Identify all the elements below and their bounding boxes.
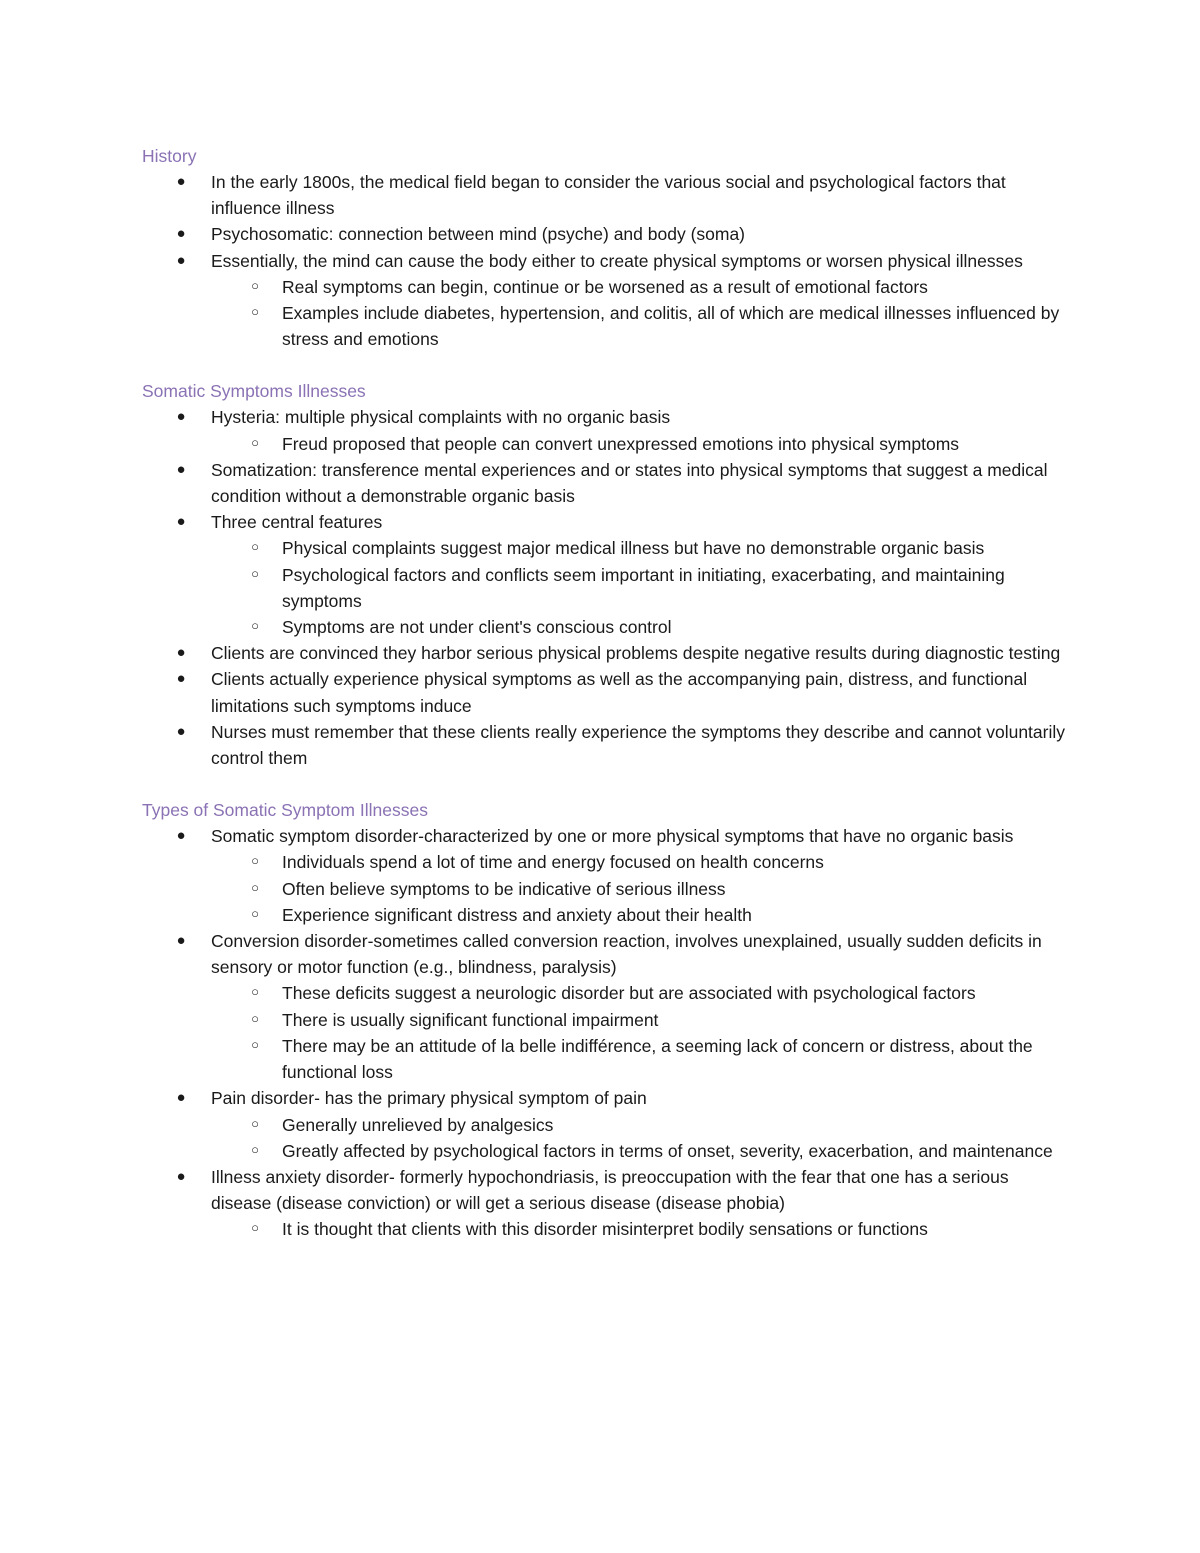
circle-bullet-icon: ○ [251, 434, 259, 450]
sub-list-item-text: Greatly affected by psychological factors in terms of onset, severity, exacerbation, and maintenance [282, 1140, 1053, 1161]
circle-bullet-icon: ○ [251, 618, 259, 634]
circle-bullet-icon: ○ [251, 1036, 259, 1052]
circle-bullet-icon: ○ [251, 879, 259, 895]
list-item-text: In the early 1800s, the medical field began to consider the various social and psychological factors that influence illness [211, 172, 1006, 219]
sub-list-item-text: Individuals spend a lot of time and energy focused on health concerns [282, 852, 824, 873]
sub-list-item [211, 535, 1067, 561]
bullet-icon: ● [176, 1167, 186, 1185]
sub-list [211, 980, 1067, 1085]
sub-list-item-text: Generally unrelieved by analgesics [282, 1114, 554, 1135]
list-item [142, 248, 1067, 353]
bullet-icon: ● [176, 1089, 186, 1107]
sub-list-item [211, 614, 1067, 640]
list-item [142, 509, 1067, 640]
sub-list-item-text: Freud proposed that people can convert unexpressed emotions into physical symptoms [282, 433, 960, 454]
sub-list-item [211, 431, 1067, 457]
sub-list-item-text: These deficits suggest a neurologic disorder but are associated with psychological factors [282, 983, 976, 1004]
list-item-text: Somatic symptom disorder-characterized by one or more physical symptoms that have no organic basis [211, 826, 1014, 847]
bullet-icon: ● [176, 173, 186, 190]
sub-list-item [211, 1033, 1067, 1085]
list-item [142, 1164, 1067, 1243]
circle-bullet-icon: ○ [251, 539, 259, 555]
sub-list [211, 1112, 1067, 1164]
sub-list [211, 274, 1067, 353]
list-item-text: Hysteria: multiple physical complaints with no organic basis [211, 407, 671, 428]
circle-bullet-icon: ○ [251, 565, 259, 581]
circle-bullet-icon: ○ [251, 1115, 259, 1131]
circle-bullet-icon: ○ [251, 905, 259, 921]
section-heading: Types of Somatic Symptom Illnesses [142, 800, 428, 821]
list-item [142, 169, 1067, 221]
list-item-text: Nurses must remember that these clients really experience the symptoms they describe and cannot voluntarily control them [211, 721, 1066, 769]
bullet-icon: ● [176, 513, 186, 531]
sub-list-item-text: There is usually significant functional impairment [282, 1009, 659, 1030]
list-item [142, 404, 1067, 456]
sub-list-item-text: There may be an attitude of la belle indifférence, a seeming lack of concern or distress, about the functional loss [282, 1035, 1033, 1083]
bullet-icon: ● [176, 460, 186, 478]
sub-list-item-text: Symptoms are not under client's conscious control [282, 617, 672, 638]
bullet-list [142, 823, 1067, 1242]
sub-list-item-text: Experience significant distress and anxiety about their health [282, 904, 752, 925]
list-item [142, 823, 1067, 928]
list-item-text: Conversion disorder-sometimes called conversion reaction, involves unexplained, usually sudden deficits in sensory or motor function (e.g., blindness, paralysis) [211, 931, 1042, 978]
list-item [142, 719, 1067, 771]
circle-bullet-icon: ○ [251, 1220, 259, 1236]
list-item-text: Essentially, the mind can cause the body either to create physical symptoms or worsen physical illnesses [211, 250, 1023, 271]
bullet-icon: ● [176, 251, 186, 269]
sub-list-item [211, 1007, 1067, 1033]
bullet-icon: ● [176, 225, 186, 243]
sub-list [211, 431, 1067, 457]
circle-bullet-icon: ○ [251, 984, 259, 1000]
bullet-icon: ● [176, 932, 186, 950]
sub-list-item-text: Psychological factors and conflicts seem important in initiating, exacerbating, and maintaining symptoms [282, 564, 1005, 611]
circle-bullet-icon: ○ [251, 304, 259, 320]
bullet-list [142, 404, 1067, 771]
sub-list-item-text: Often believe symptoms to be indicative of serious illness [282, 878, 726, 899]
list-item [142, 457, 1067, 509]
sub-list-item-text: Physical complaints suggest major medical illness but have no demonstrable organic basis [282, 538, 985, 559]
list-item-text: Somatization: transference mental experiences and or states into physical symptoms that suggest a medical condition without a demonstrable organic basis [211, 459, 1048, 507]
sub-list-item-text: Real symptoms can begin, continue or be worsened as a result of emotional factors [282, 276, 928, 297]
list-item-text: Clients are convinced they harbor serious physical problems despite negative results during diagnostic testing [211, 643, 1061, 664]
sub-list-item [211, 1138, 1067, 1164]
list-item [142, 666, 1067, 718]
list-item-text: Psychosomatic: connection between mind (psyche) and body (soma) [211, 224, 746, 245]
list-item [142, 928, 1067, 1085]
sub-list-item [211, 1112, 1067, 1138]
sub-list-item-text: Examples include diabetes, hypertension, and colitis, all of which are medical illnesses influenced by stress and emotions [282, 303, 1060, 350]
list-item [142, 640, 1067, 666]
sub-list [211, 535, 1067, 640]
list-item [142, 221, 1067, 247]
bullet-icon: ● [176, 670, 186, 688]
bullet-icon: ● [176, 644, 186, 662]
list-item-text: Pain disorder- has the primary physical symptom of pain [211, 1088, 647, 1109]
bullet-list [142, 169, 1067, 352]
list-item-text: Clients actually experience physical symptoms as well as the accompanying pain, distress, and functional limitations such symptoms induce [211, 669, 1028, 716]
sub-list-item [211, 902, 1067, 928]
section-heading: Somatic Symptoms Illnesses [142, 381, 366, 402]
circle-bullet-icon: ○ [251, 1141, 259, 1157]
list-item-text: Illness anxiety disorder- formerly hypochondriasis, is preoccupation with the fear that one has a serious disease (disease conviction) or will get a serious disease (disease phobia) [211, 1166, 1009, 1214]
document-page [142, 143, 1067, 1269]
bullet-icon: ● [176, 722, 186, 740]
section-types-of-somatic-symptom-illnesses [142, 797, 1067, 1242]
list-item [142, 1085, 1067, 1164]
bullet-icon: ● [176, 827, 186, 845]
sub-list-item [211, 876, 1067, 902]
section-history [142, 143, 1067, 352]
sub-list-item [211, 274, 1067, 300]
section-heading: History [142, 146, 197, 166]
sub-list-item [211, 849, 1067, 875]
sub-list-item [211, 300, 1067, 352]
list-item-text: Three central features [211, 512, 383, 533]
bullet-icon: ● [176, 408, 186, 426]
sub-list-item [211, 980, 1067, 1006]
circle-bullet-icon: ○ [251, 853, 259, 869]
sub-list-item [211, 1216, 1067, 1242]
circle-bullet-icon: ○ [251, 1010, 259, 1026]
sub-list [211, 849, 1067, 928]
sub-list-item-text: It is thought that clients with this disorder misinterpret bodily sensations or functions [282, 1219, 928, 1240]
sub-list [211, 1216, 1067, 1242]
sub-list-item [211, 562, 1067, 614]
section-somatic-symptoms-illnesses [142, 378, 1067, 771]
circle-bullet-icon: ○ [251, 277, 259, 293]
